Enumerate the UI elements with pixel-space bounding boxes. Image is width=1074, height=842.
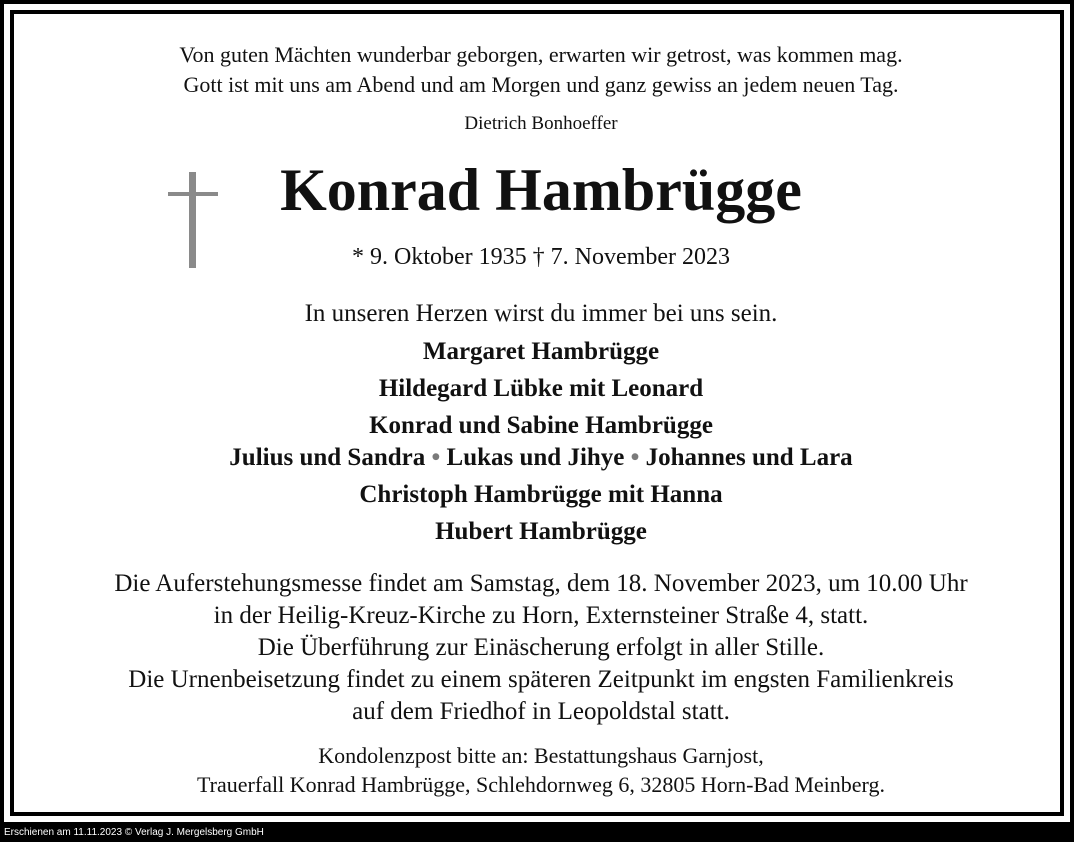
family-line-5: Christoph Hambrügge mit Hanna xyxy=(359,481,723,508)
tribute-line: In unseren Herzen wirst du immer bei uns sein. xyxy=(304,300,778,327)
family-line-1: Margaret Hambrügge xyxy=(422,338,660,365)
grandchild-pair: Johannes und Lara xyxy=(645,444,853,471)
service-line-2: in der Heilig-Kreuz-Kirche zu Horn, Externsteiner Straße 4, statt. xyxy=(213,602,869,629)
bullet-separator: • xyxy=(630,444,640,471)
service-line-4: Die Urnenbeisetzung findet zu einem späteren Zeitpunkt im engsten Familienkreis xyxy=(128,666,954,693)
grandchild-pair: Julius und Sandra xyxy=(229,444,426,471)
motto-line-2: Gott ist mit uns am Abend und am Morgen und ganz gewiss an jedem neuen Tag. xyxy=(183,72,899,97)
deceased-name: Konrad Hambrügge xyxy=(280,157,802,223)
service-line-1: Die Auferstehungsmesse findet am Samstag, dem 18. November 2023, um 10.00 Uhr xyxy=(114,570,968,597)
publication-footer: Erschienen am 11.11.2023 © Verlag J. Mergelsberg GmbH xyxy=(4,827,264,838)
motto-line-1: Von guten Mächten wunderbar geborgen, erwarten wir getrost, was kommen mag. xyxy=(179,42,903,67)
bullet-separator: • xyxy=(431,444,441,471)
contact-line-2: Trauerfall Konrad Hambrügge, Schlehdornweg 6, 32805 Horn-Bad Meinberg. xyxy=(197,772,885,797)
contact-line-1: Kondolenzpost bitte an: Bestattungshaus Garnjost, xyxy=(318,743,764,768)
grandchild-pair: Lukas und Jihye xyxy=(446,444,625,471)
family-line-3: Konrad und Sabine Hambrügge xyxy=(369,412,713,439)
life-dates: * 9. Oktober 1935 † 7. November 2023 xyxy=(352,244,730,270)
family-grandchildren xyxy=(4,444,1074,472)
family-line-6: Hubert Hambrügge xyxy=(435,518,647,545)
service-line-3: Die Überführung zur Einäscherung erfolgt in aller Stille. xyxy=(257,634,825,661)
motto-author: Dietrich Bonhoeffer xyxy=(464,113,618,134)
service-line-5: auf dem Friedhof in Leopoldstal statt. xyxy=(352,698,730,725)
family-line-2: Hildegard Lübke mit Leonard xyxy=(378,375,704,402)
